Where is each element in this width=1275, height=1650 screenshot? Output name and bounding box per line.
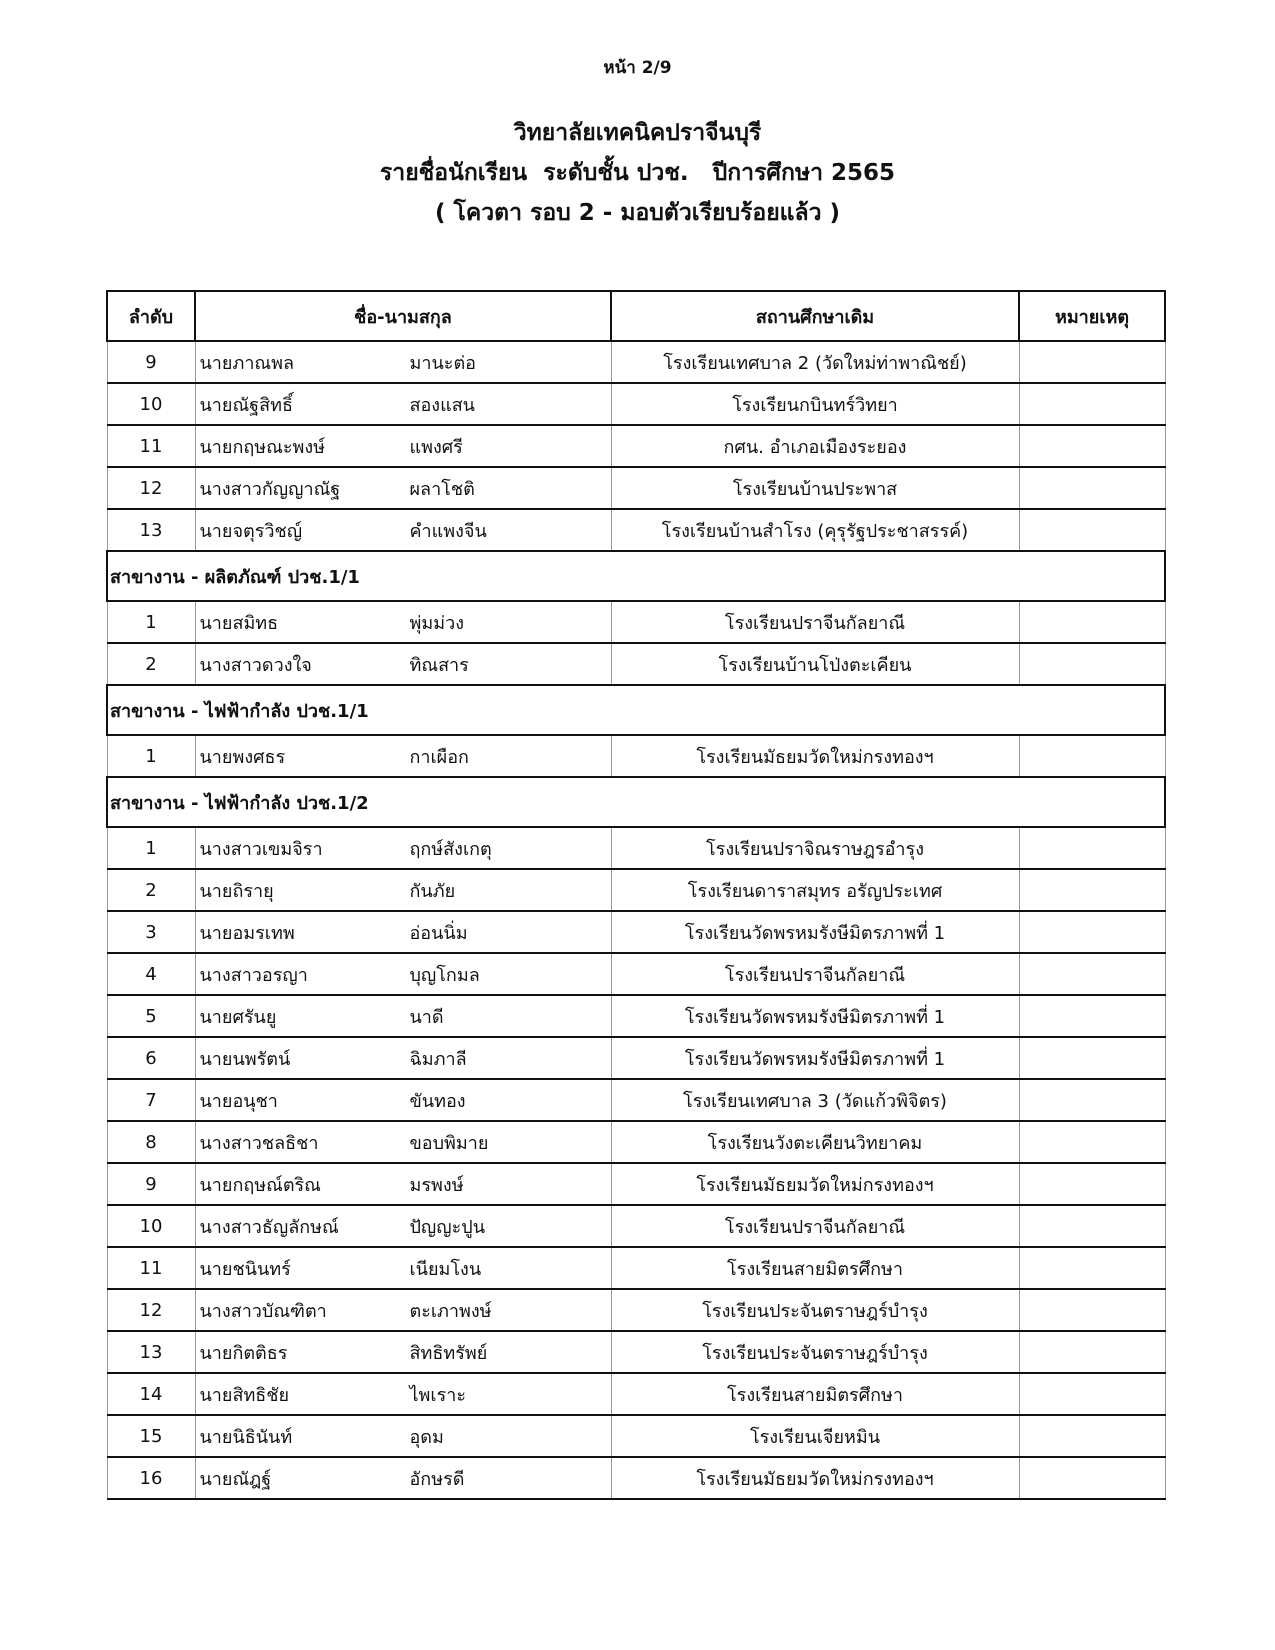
header-order: ลำดับ bbox=[107, 291, 195, 341]
remark-cell bbox=[1019, 1289, 1165, 1331]
order-cell: 5 bbox=[107, 995, 195, 1037]
last-name: เนียมโงน bbox=[409, 1258, 482, 1280]
order-cell: 10 bbox=[107, 383, 195, 425]
table-row bbox=[107, 1331, 1165, 1373]
table-row bbox=[107, 1373, 1165, 1415]
table-row bbox=[107, 467, 1165, 509]
remark-cell bbox=[1019, 911, 1165, 953]
order-cell: 2 bbox=[107, 869, 195, 911]
last-name: ฤกษ์สังเกตุ bbox=[409, 838, 492, 860]
school-cell: โรงเรียนกบินทร์วิทยา bbox=[611, 383, 1019, 425]
remark-cell bbox=[1019, 953, 1165, 995]
order-cell: 6 bbox=[107, 1037, 195, 1079]
table-row bbox=[107, 383, 1165, 425]
school-cell: โรงเรียนมัธยมวัดใหม่กรงทองฯ bbox=[611, 735, 1019, 777]
table-row bbox=[107, 1457, 1165, 1499]
remark-cell bbox=[1019, 1037, 1165, 1079]
school-cell: โรงเรียนปราจีนกัลยาณี bbox=[611, 953, 1019, 995]
table-row bbox=[107, 601, 1165, 643]
first-name: นายอนุชา bbox=[199, 1090, 278, 1112]
remark-cell bbox=[1019, 827, 1165, 869]
last-name: กันภัย bbox=[409, 880, 456, 902]
name-cell bbox=[195, 1247, 611, 1289]
name-cell bbox=[195, 911, 611, 953]
name-cell bbox=[195, 1121, 611, 1163]
first-name: นางสาวชลธิชา bbox=[199, 1132, 319, 1154]
remark-cell bbox=[1019, 995, 1165, 1037]
name-cell bbox=[195, 827, 611, 869]
name-cell bbox=[195, 643, 611, 685]
order-cell: 15 bbox=[107, 1415, 195, 1457]
title-line-college: วิทยาลัยเทคนิคปราจีนบุรี bbox=[513, 120, 762, 146]
remark-cell bbox=[1019, 643, 1165, 685]
school-cell: โรงเรียนบ้านโป่งตะเคียน bbox=[611, 643, 1019, 685]
first-name: นายอมรเทพ bbox=[199, 922, 295, 944]
first-name: นางสาวเขมจิรา bbox=[199, 838, 323, 860]
table-row bbox=[107, 643, 1165, 685]
name-cell bbox=[195, 953, 611, 995]
school-cell: โรงเรียนดาราสมุทร อรัญประเทศ bbox=[611, 869, 1019, 911]
school-cell: โรงเรียนเทศบาล 3 (วัดแก้วพิจิตร) bbox=[611, 1079, 1019, 1121]
school-cell: โรงเรียนบ้านประพาส bbox=[611, 467, 1019, 509]
name-cell bbox=[195, 1079, 611, 1121]
order-cell: 1 bbox=[107, 827, 195, 869]
school-cell: โรงเรียนวังตะเคียนวิทยาคม bbox=[611, 1121, 1019, 1163]
name-cell bbox=[195, 1457, 611, 1499]
table-row bbox=[107, 1037, 1165, 1079]
school-cell: โรงเรียนสายมิตรศึกษา bbox=[611, 1373, 1019, 1415]
last-name: สองแสน bbox=[409, 394, 475, 416]
name-cell bbox=[195, 1289, 611, 1331]
school-cell: โรงเรียนสายมิตรศึกษา bbox=[611, 1247, 1019, 1289]
section-header-row bbox=[107, 551, 1165, 601]
last-name: คำแพงจีน bbox=[409, 520, 487, 542]
title-line-list: รายชื่อนักเรียน ระดับชั้น ปวช. ปีการศึกษา 2565 bbox=[379, 160, 896, 186]
school-cell: โรงเรียนเจียหมิน bbox=[611, 1415, 1019, 1457]
table-row bbox=[107, 1163, 1165, 1205]
order-cell: 13 bbox=[107, 509, 195, 551]
remark-cell bbox=[1019, 341, 1165, 383]
first-name: นายสิทธิชัย bbox=[199, 1384, 290, 1406]
name-cell bbox=[195, 1373, 611, 1415]
table-row bbox=[107, 1415, 1165, 1457]
school-cell: โรงเรียนวัดพรหมรังษีมิตรภาพที่ 1 bbox=[611, 995, 1019, 1037]
remark-cell bbox=[1019, 1163, 1165, 1205]
order-cell: 14 bbox=[107, 1373, 195, 1415]
school-cell: โรงเรียนมัธยมวัดใหม่กรงทองฯ bbox=[611, 1163, 1019, 1205]
order-cell: 9 bbox=[107, 341, 195, 383]
first-name: นายนพรัตน์ bbox=[199, 1048, 291, 1070]
remark-cell bbox=[1019, 425, 1165, 467]
last-name: ผลาโชติ bbox=[409, 478, 475, 500]
order-cell: 8 bbox=[107, 1121, 195, 1163]
section-title: สาขางาน - ไฟฟ้ากำลัง ปวช.1/1 bbox=[107, 685, 1165, 735]
section-title: สาขางาน - ผลิตภัณฑ์ ปวช.1/1 bbox=[107, 551, 1165, 601]
last-name: มานะต่อ bbox=[409, 352, 476, 374]
order-cell: 10 bbox=[107, 1205, 195, 1247]
remark-cell bbox=[1019, 1457, 1165, 1499]
first-name: นางสาวกัญญาณัฐ bbox=[199, 478, 341, 500]
table-row bbox=[107, 1121, 1165, 1163]
remark-cell bbox=[1019, 467, 1165, 509]
first-name: นายณัฎฐ์ bbox=[199, 1468, 272, 1490]
name-cell bbox=[195, 1331, 611, 1373]
name-cell bbox=[195, 1163, 611, 1205]
last-name: บุญโกมล bbox=[409, 964, 480, 986]
first-name: นายกิตติธร bbox=[199, 1342, 288, 1364]
first-name: นายจตุรวิชญ์ bbox=[199, 520, 303, 542]
school-cell: โรงเรียนวัดพรหมรังษีมิตรภาพที่ 1 bbox=[611, 1037, 1019, 1079]
remark-cell bbox=[1019, 383, 1165, 425]
remark-cell bbox=[1019, 1373, 1165, 1415]
order-cell: 4 bbox=[107, 953, 195, 995]
first-name: นายศรันยู bbox=[199, 1006, 277, 1028]
order-cell: 12 bbox=[107, 467, 195, 509]
header-remark: หมายเหตุ bbox=[1019, 291, 1165, 341]
last-name: ปัญญะปูน bbox=[409, 1216, 485, 1238]
school-cell: โรงเรียนประจันตราษฎร์บำรุง bbox=[611, 1331, 1019, 1373]
remark-cell bbox=[1019, 1079, 1165, 1121]
remark-cell bbox=[1019, 869, 1165, 911]
name-cell bbox=[195, 869, 611, 911]
first-name: นางสาวอรญา bbox=[199, 964, 308, 986]
table-body bbox=[107, 341, 1165, 1499]
name-cell bbox=[195, 735, 611, 777]
first-name: นางสาวดวงใจ bbox=[199, 654, 312, 676]
last-name: อุดม bbox=[409, 1426, 444, 1448]
last-name: แพงศรี bbox=[409, 436, 463, 458]
last-name: ทิณสาร bbox=[409, 654, 469, 676]
table-row bbox=[107, 911, 1165, 953]
name-cell bbox=[195, 1037, 611, 1079]
table-row bbox=[107, 1079, 1165, 1121]
table-header-row bbox=[107, 291, 1165, 341]
remark-cell bbox=[1019, 1205, 1165, 1247]
last-name: อ่อนนิ่ม bbox=[409, 922, 468, 944]
title-line-quota: ( โควตา รอบ 2 - มอบตัวเรียบร้อยแล้ว ) bbox=[434, 200, 841, 226]
table-row bbox=[107, 341, 1165, 383]
section-header-row bbox=[107, 685, 1165, 735]
school-cell: โรงเรียนบ้านสำโรง (คุรุรัฐประชาสรรค์) bbox=[611, 509, 1019, 551]
order-cell: 1 bbox=[107, 601, 195, 643]
section-header-row bbox=[107, 777, 1165, 827]
order-cell: 2 bbox=[107, 643, 195, 685]
remark-cell bbox=[1019, 1415, 1165, 1457]
order-cell: 12 bbox=[107, 1289, 195, 1331]
remark-cell bbox=[1019, 1121, 1165, 1163]
table-row bbox=[107, 509, 1165, 551]
name-cell bbox=[195, 383, 611, 425]
last-name: ขันทอง bbox=[409, 1090, 466, 1112]
order-cell: 11 bbox=[107, 425, 195, 467]
order-cell: 1 bbox=[107, 735, 195, 777]
header-previous-school: สถานศึกษาเดิม bbox=[611, 291, 1019, 341]
table-row bbox=[107, 827, 1165, 869]
table-row bbox=[107, 425, 1165, 467]
school-cell: โรงเรียนวัดพรหมรังษีมิตรภาพที่ 1 bbox=[611, 911, 1019, 953]
order-cell: 7 bbox=[107, 1079, 195, 1121]
student-table bbox=[106, 290, 1166, 1500]
document-title bbox=[0, 113, 1275, 233]
last-name: มรพงษ์ bbox=[409, 1174, 464, 1196]
first-name: นายภาณพล bbox=[199, 352, 295, 374]
last-name: สิทธิทรัพย์ bbox=[409, 1342, 488, 1364]
first-name: นายสมิทธ bbox=[199, 612, 279, 634]
last-name: ตะเภาพงษ์ bbox=[409, 1300, 492, 1322]
first-name: นายกฤษณ์ตริณ bbox=[199, 1174, 321, 1196]
first-name: นายกฤษณะพงษ์ bbox=[199, 436, 326, 458]
remark-cell bbox=[1019, 509, 1165, 551]
last-name: นาดี bbox=[409, 1006, 444, 1028]
name-cell bbox=[195, 995, 611, 1037]
first-name: นายถิรายุ bbox=[199, 880, 274, 902]
order-cell: 16 bbox=[107, 1457, 195, 1499]
first-name: นายณัฐสิทธิ์ bbox=[199, 394, 293, 416]
first-name: นายนิธินันท์ bbox=[199, 1426, 293, 1448]
remark-cell bbox=[1019, 601, 1165, 643]
header-name: ชื่อ-นามสกุล bbox=[195, 291, 611, 341]
page-number: หน้า 2/9 bbox=[603, 58, 672, 78]
remark-cell bbox=[1019, 735, 1165, 777]
section-title: สาขางาน - ไฟฟ้ากำลัง ปวช.1/2 bbox=[107, 777, 1165, 827]
school-cell: โรงเรียนปราจิณราษฎรอำรุง bbox=[611, 827, 1019, 869]
school-cell: โรงเรียนปราจีนกัลยาณี bbox=[611, 1205, 1019, 1247]
school-cell: โรงเรียนมัธยมวัดใหม่กรงทองฯ bbox=[611, 1457, 1019, 1499]
remark-cell bbox=[1019, 1247, 1165, 1289]
table-row bbox=[107, 995, 1165, 1037]
name-cell bbox=[195, 1415, 611, 1457]
name-cell bbox=[195, 341, 611, 383]
first-name: นายพงศธร bbox=[199, 746, 286, 768]
first-name: นางสาวบัณฑิตา bbox=[199, 1300, 327, 1322]
school-cell: กศน. อำเภอเมืองระยอง bbox=[611, 425, 1019, 467]
table-row bbox=[107, 953, 1165, 995]
school-cell: โรงเรียนประจันตราษฎร์บำรุง bbox=[611, 1289, 1019, 1331]
table-row bbox=[107, 1289, 1165, 1331]
order-cell: 13 bbox=[107, 1331, 195, 1373]
school-cell: โรงเรียนปราจีนกัลยาณี bbox=[611, 601, 1019, 643]
first-name: นางสาวธัญลักษณ์ bbox=[199, 1216, 339, 1238]
last-name: อักษรดี bbox=[409, 1468, 465, 1490]
last-name: ขอบพิมาย bbox=[409, 1132, 489, 1154]
name-cell bbox=[195, 425, 611, 467]
remark-cell bbox=[1019, 1331, 1165, 1373]
order-cell: 9 bbox=[107, 1163, 195, 1205]
table-row bbox=[107, 869, 1165, 911]
name-cell bbox=[195, 601, 611, 643]
table-row bbox=[107, 1205, 1165, 1247]
name-cell bbox=[195, 509, 611, 551]
first-name: นายชนินทร์ bbox=[199, 1258, 291, 1280]
last-name: พุ่มม่วง bbox=[409, 612, 464, 634]
name-cell bbox=[195, 1205, 611, 1247]
order-cell: 3 bbox=[107, 911, 195, 953]
name-cell bbox=[195, 467, 611, 509]
table-row bbox=[107, 735, 1165, 777]
last-name: ไพเราะ bbox=[409, 1384, 467, 1406]
last-name: กาเผือก bbox=[409, 746, 469, 768]
last-name: ฉิมภาลี bbox=[409, 1048, 467, 1070]
table-row bbox=[107, 1247, 1165, 1289]
order-cell: 11 bbox=[107, 1247, 195, 1289]
school-cell: โรงเรียนเทศบาล 2 (วัดใหม่ท่าพาณิชย์) bbox=[611, 341, 1019, 383]
